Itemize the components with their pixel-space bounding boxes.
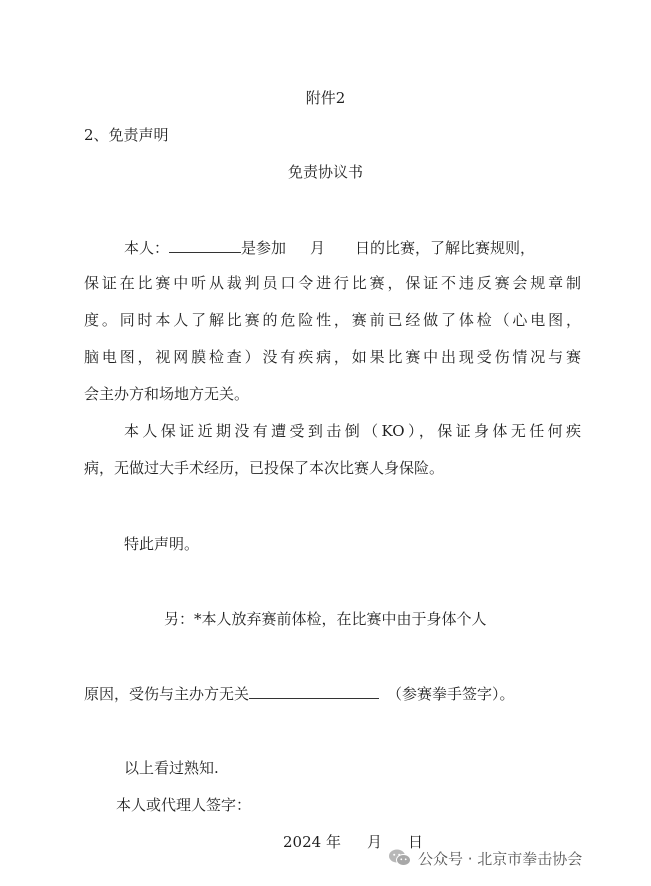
para1-month: 月 — [310, 239, 326, 257]
para1-line3: 度。同时本人了解比赛的危险性，赛前已经做了体检（心电图， — [84, 311, 581, 329]
document-title: 免责协议书 — [287, 163, 363, 181]
acknowledged-text: 以上看过熟知. — [124, 759, 219, 777]
name-blank — [169, 237, 241, 253]
para1-line5: 会主办方和场地方无关。 — [84, 385, 250, 403]
para1-event-text: 是参加 — [241, 239, 287, 257]
date-day: 日 — [408, 833, 424, 851]
note-text: 原因，受伤与主办方无关 — [84, 685, 250, 703]
section-heading: 2、免责声明 — [84, 126, 169, 144]
watermark — [388, 846, 582, 870]
signature-caption: （参赛拳手签字）。 — [387, 685, 515, 703]
para2-line1: 本人保证近期没有遭受到击倒（KO），保证身体无任何疾 — [124, 422, 581, 440]
statement: 特此声明。 — [124, 535, 200, 553]
para1-prefix: 本人： — [124, 239, 170, 257]
para1-line1 — [124, 237, 535, 258]
para1-day-text: 日的比赛，了解比赛规则， — [355, 239, 536, 257]
para1-line4: 脑电图，视网膜检查）没有疾病，如果比赛中出现受伤情况与赛 — [84, 348, 581, 366]
watermark-text: 公众号 · 北京市拳击协会 — [418, 849, 583, 868]
note-line2 — [84, 683, 515, 704]
para1-line2: 保证在比赛中听从裁判员口令进行比赛，保证不违反赛会规章制 — [84, 274, 581, 292]
note-line1: 另：*本人放弃赛前体检，在比赛中由于身体个人 — [164, 610, 487, 628]
para2-line2: 病，无做过大手术经历，已投保了本次比赛人身保险。 — [84, 459, 445, 477]
wechat-icon — [388, 847, 412, 869]
date-year: 2024 — [283, 833, 322, 851]
attachment-label: 附件2 — [305, 89, 346, 107]
date-year-suffix: 年 — [325, 833, 341, 851]
signature-blank — [249, 683, 379, 699]
signature-label: 本人或代理人签字： — [116, 796, 252, 814]
date-month: 月 — [366, 833, 382, 851]
